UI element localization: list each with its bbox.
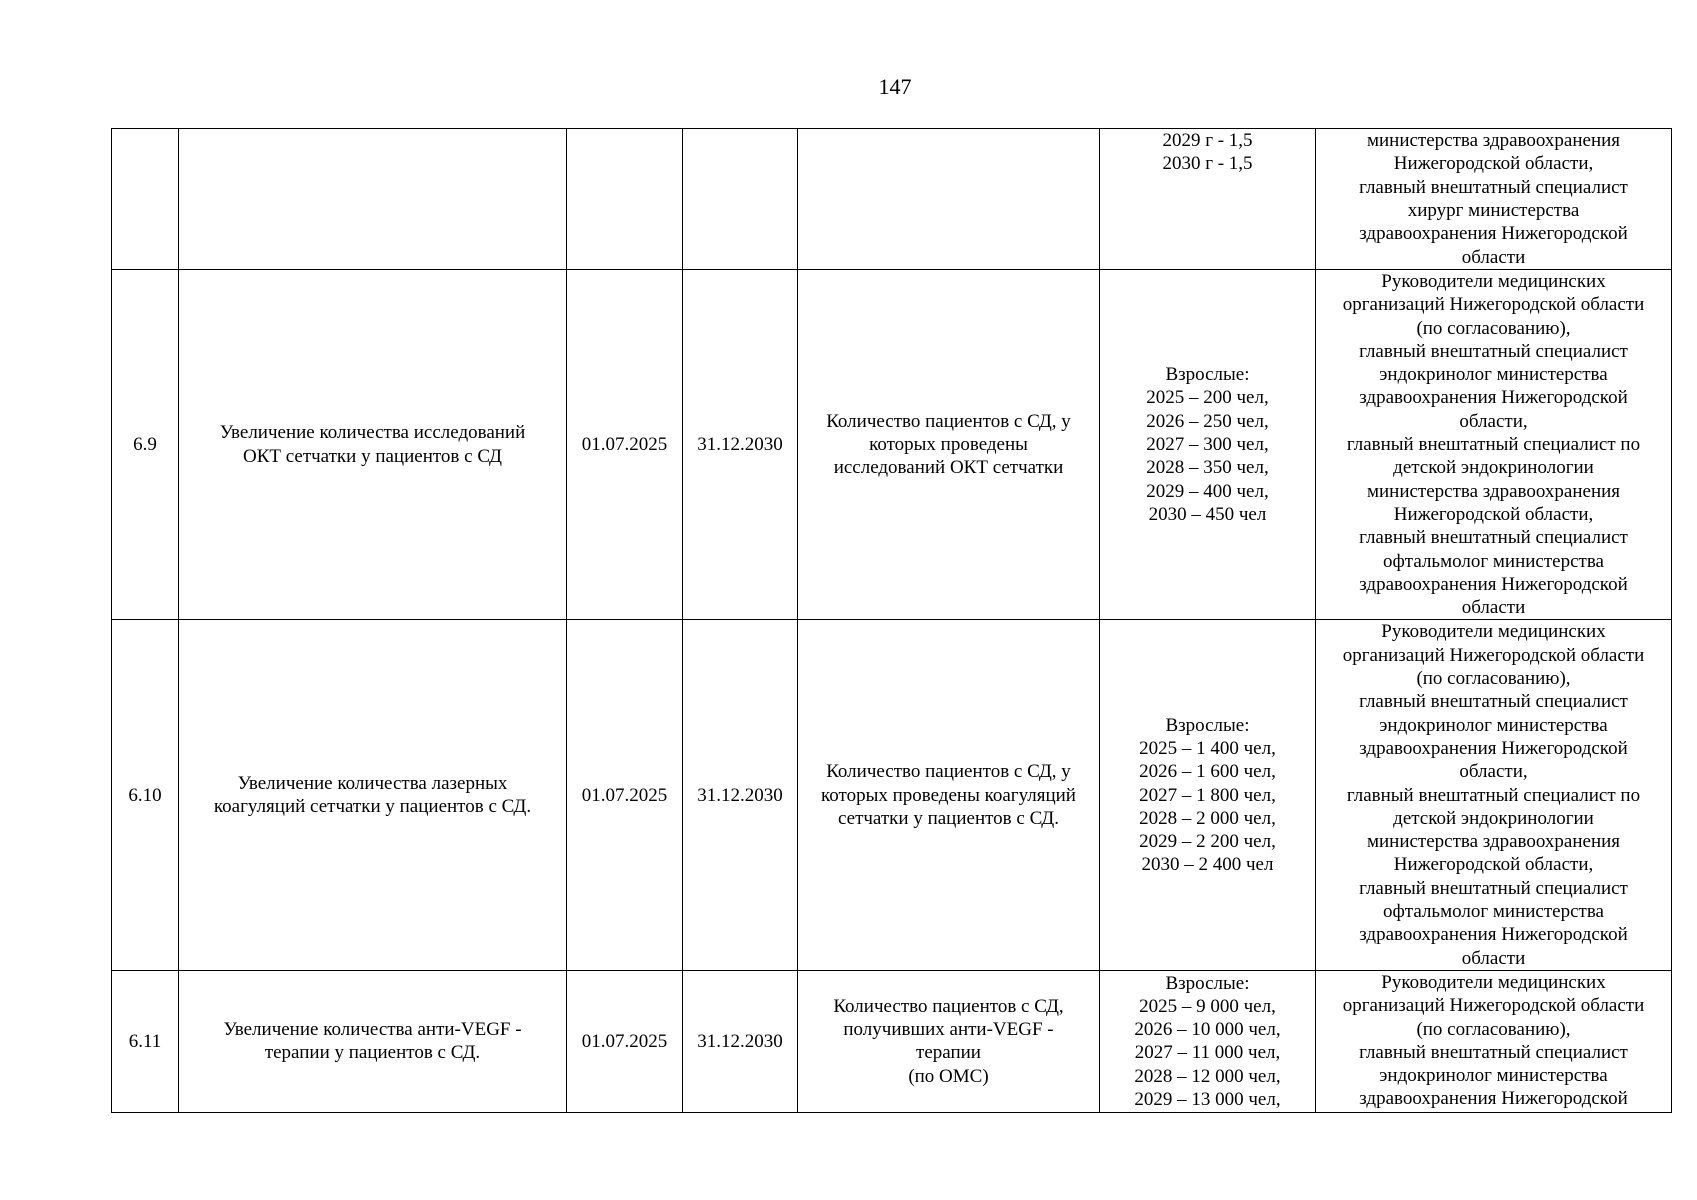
target-values-cell: 2029 г - 1,5 2030 г - 1,5 bbox=[1100, 129, 1316, 270]
activity-cell: Увеличение количества лазерных коагуляций сетчатки у пациентов с СД. bbox=[179, 620, 567, 970]
table-row bbox=[112, 970, 1672, 1112]
responsible-cell: Руководители медицинских организаций Нижегородской области (по согласованию), главный внештатный специалист эндокринолог министерства здравоохранения Нижегородской области, главный внештатный специалист по детской эндокринологии министерства здравоохранения Нижегородской области, главный внештатный специалист офтальмолог министерства здравоохранения Нижегородской области bbox=[1316, 270, 1672, 620]
row-number: 6.9 bbox=[112, 270, 179, 620]
row-number bbox=[112, 129, 179, 270]
measures-table bbox=[111, 128, 1672, 1113]
indicator-cell: Количество пациентов с СД, у которых проведены коагуляций сетчатки у пациентов с СД. bbox=[798, 620, 1100, 970]
responsible-cell: министерства здравоохранения Нижегородской области, главный внештатный специалист хирург министерства здравоохранения Нижегородской области bbox=[1316, 129, 1672, 270]
start-date-cell: 01.07.2025 bbox=[567, 270, 683, 620]
indicator-cell: Количество пациентов с СД, получивших анти-VEGF - терапии (по ОМС) bbox=[798, 970, 1100, 1112]
end-date-cell bbox=[683, 129, 798, 270]
activity-cell bbox=[179, 129, 567, 270]
indicator-cell bbox=[798, 129, 1100, 270]
end-date-cell: 31.12.2030 bbox=[683, 270, 798, 620]
responsible-cell: Руководители медицинских организаций Нижегородской области (по согласованию), главный внештатный специалист эндокринолог министерства здравоохранения Нижегородской bbox=[1316, 970, 1672, 1112]
start-date-cell bbox=[567, 129, 683, 270]
page-number: 147 bbox=[878, 74, 912, 99]
end-date-cell: 31.12.2030 bbox=[683, 970, 798, 1112]
target-values-cell: Взрослые: 2025 – 200 чел, 2026 – 250 чел, 2027 – 300 чел, 2028 – 350 чел, 2029 – 400 чел, 2030 – 450 чел bbox=[1100, 270, 1316, 620]
row-number: 6.10 bbox=[112, 620, 179, 970]
table-row bbox=[112, 270, 1672, 620]
table-row bbox=[112, 129, 1672, 270]
responsible-cell: Руководители медицинских организаций Нижегородской области (по согласованию), главный внештатный специалист эндокринолог министерства здравоохранения Нижегородской области, главный внештатный специалист по детской эндокринологии министерства здравоохранения Нижегородской области, главный внештатный специалист офтальмолог министерства здравоохранения Нижегородской области bbox=[1316, 620, 1672, 970]
target-values-cell: Взрослые: 2025 – 9 000 чел, 2026 – 10 000 чел, 2027 – 11 000 чел, 2028 – 12 000 чел, 2029 – 13 000 чел, bbox=[1100, 970, 1316, 1112]
end-date-cell: 31.12.2030 bbox=[683, 620, 798, 970]
target-values-cell: Взрослые: 2025 – 1 400 чел, 2026 – 1 600 чел, 2027 – 1 800 чел, 2028 – 2 000 чел, 2029 – 2 200 чел, 2030 – 2 400 чел bbox=[1100, 620, 1316, 970]
table-row bbox=[112, 620, 1672, 970]
start-date-cell: 01.07.2025 bbox=[567, 620, 683, 970]
row-number: 6.11 bbox=[112, 970, 179, 1112]
indicator-cell: Количество пациентов с СД, у которых проведены исследований ОКТ сетчатки bbox=[798, 270, 1100, 620]
activity-cell: Увеличение количества исследований ОКТ сетчатки у пациентов с СД bbox=[179, 270, 567, 620]
start-date-cell: 01.07.2025 bbox=[567, 970, 683, 1112]
activity-cell: Увеличение количества анти-VEGF - терапии у пациентов с СД. bbox=[179, 970, 567, 1112]
